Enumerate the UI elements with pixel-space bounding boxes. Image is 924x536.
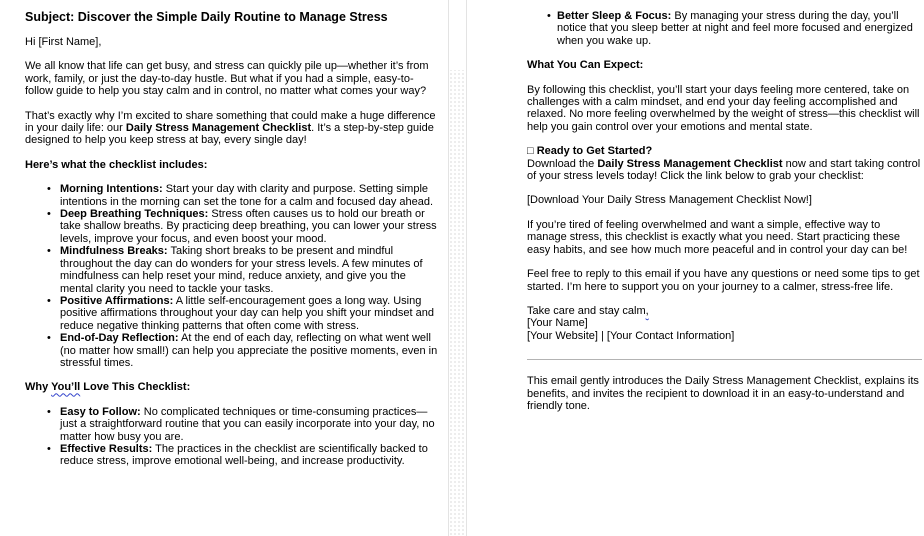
list-item-easy-to-follow [60,406,438,443]
bullet-text: No complicated techniques or time-consuming practices—just a straightforward routine that you can easily incorporate into your day, no matter how busy you are. [60,405,435,443]
bullet-label: Better Sleep & Focus: [557,10,672,22]
list-item-deep-breathing [60,208,438,245]
ready-heading: □ Ready to Get Started? [527,145,653,158]
download-link-placeholder: [Download Your Daily Stress Management Checklist Now!] [527,194,812,207]
download-post: now and start taking control of your stress levels today! Click the link below to grab your checklist: [527,157,921,183]
list-item-mindfulness-breaks [60,245,438,295]
reply-paragraph: Feel free to reply to this email if you have any questions or need some tips to get started. I’m here to support you on your journey to a calmer, stress-free life. [527,268,920,293]
right-page-content [527,10,922,424]
bullet-label: Positive Affirmations: [60,294,174,307]
signoff-text: Take care and stay calm [527,304,646,317]
ready-block [527,145,922,182]
why-heading-pre: Why [25,381,52,394]
bullet-text: The practices in the checklist are scientifically backed to reduce stress, improve emotional well-being, and increase productivity. [60,442,428,468]
grammar-underlined-word: You’ll [51,381,81,394]
bullet-text: Taking short breaks to be present and mindful throughout the day can do wonders for your stress levels. A few minutes of mindfulness can help reset your mind, reduce anxiety, and give you the mental clarity you need to tackle your tasks. [60,245,423,295]
bullet-label: Deep Breathing Techniques: [60,208,209,221]
bullet-label: Easy to Follow: [60,405,141,418]
checklist-name-bold: Daily Stress Management Checklist [597,157,783,170]
bullet-text: A little self-encouragement goes a long way. Using positive affirmations throughout your day can help you shift your mindset and reduce negative thinking patterns that often come with stress. [60,294,435,332]
list-item-end-of-day-reflection [60,332,438,369]
page-gap-divider [448,0,467,536]
expect-heading: What You Can Expect: [527,59,644,72]
list-item-better-sleep [557,10,922,47]
why-heading-post: Love This Checklist: [80,381,191,394]
bullet-text: Stress often causes us to hold our breath or take shallow breaths. By practicing deep breathing, you can lower your stress levels, improve your focus, and even boost your mood. [60,208,437,245]
left-page-content [25,10,438,480]
bullet-text: Start your day with clarity and purpose. Setting simple intentions in the morning can set the tone for a calm and focused day ahead. [60,183,434,208]
signoff-line [527,305,922,317]
why-love-heading [25,381,438,393]
expect-paragraph: By following this checklist, you’ll start your days feeling more centered, take on challenges with a calm mindset, and end your day feeling accomplished and relaxed. No more feeling overwhelmed by the weight of stress—this checklist will help you gain control over your emotions and mental state. [527,83,920,133]
list-item-effective-results [60,443,438,468]
better-sleep-list [527,10,922,47]
checklist-name-bold: Daily Stress Management Checklist [125,122,312,135]
why-love-list [25,406,438,468]
right-page[interactable] [467,0,924,536]
grammar-underlined-comma: , [645,304,649,317]
list-item-morning-intentions [60,183,438,208]
bullet-text: By managing your stress during the day, you’ll notice that you sleep better at night and feel more focused and energized when you wake up. [557,10,913,47]
greeting: Hi [First Name], [25,36,102,48]
announce-pre: That’s exactly why I’m excited to share something that could make a huge difference in your daily life: our [25,109,436,135]
signature-contact: [Your Website] | [Your Contact Information] [527,329,735,342]
bullet-label: Effective Results: [60,442,153,455]
bullet-label: Mindfulness Breaks: [60,245,168,258]
footer-note: This email gently introduces the Daily Stress Management Checklist, explains its benefits, and invites the recipient to download it in an easy-to-understand and friendly tone. [527,375,919,412]
left-page[interactable] [0,0,448,536]
intro-paragraph: We all know that life can get busy, and stress can quickly pile up—whether it’s from work, family, or just the day-to-day hustle. But what if you had a simple, easy-to-follow guide to help you stay calm and in control, no matter what comes your way? [25,60,429,98]
announce-post: . It’s a step-by-step guide designed to help you keep stress at bay, every single day! [25,122,434,147]
signature-block [527,305,922,342]
checklist-includes-list [25,183,438,369]
download-pre: Download the [527,157,598,170]
email-subject-line: Subject: Discover the Simple Daily Routine to Manage Stress [25,10,388,24]
download-paragraph [527,158,922,183]
tired-paragraph: If you’re tired of feeling overwhelmed and want a simple, effective way to manage stress, this checklist is exactly what you need. Start practicing these easy habits, and see how much more peaceful and in control your day can be! [527,218,908,256]
includes-heading: Here’s what the checklist includes: [25,158,208,171]
bullet-label: End-of-Day Reflection: [60,332,179,345]
bullet-label: Morning Intentions: [60,183,163,196]
announce-paragraph [25,110,438,147]
list-item-positive-affirmations [60,295,438,332]
signature-name: [Your Name] [527,317,588,330]
footer-divider-line [527,359,922,360]
bullet-text: At the end of each day, reflecting on what went well (no matter how small!) can help you appreciate the positive moments, even in stressful times. [60,332,438,369]
